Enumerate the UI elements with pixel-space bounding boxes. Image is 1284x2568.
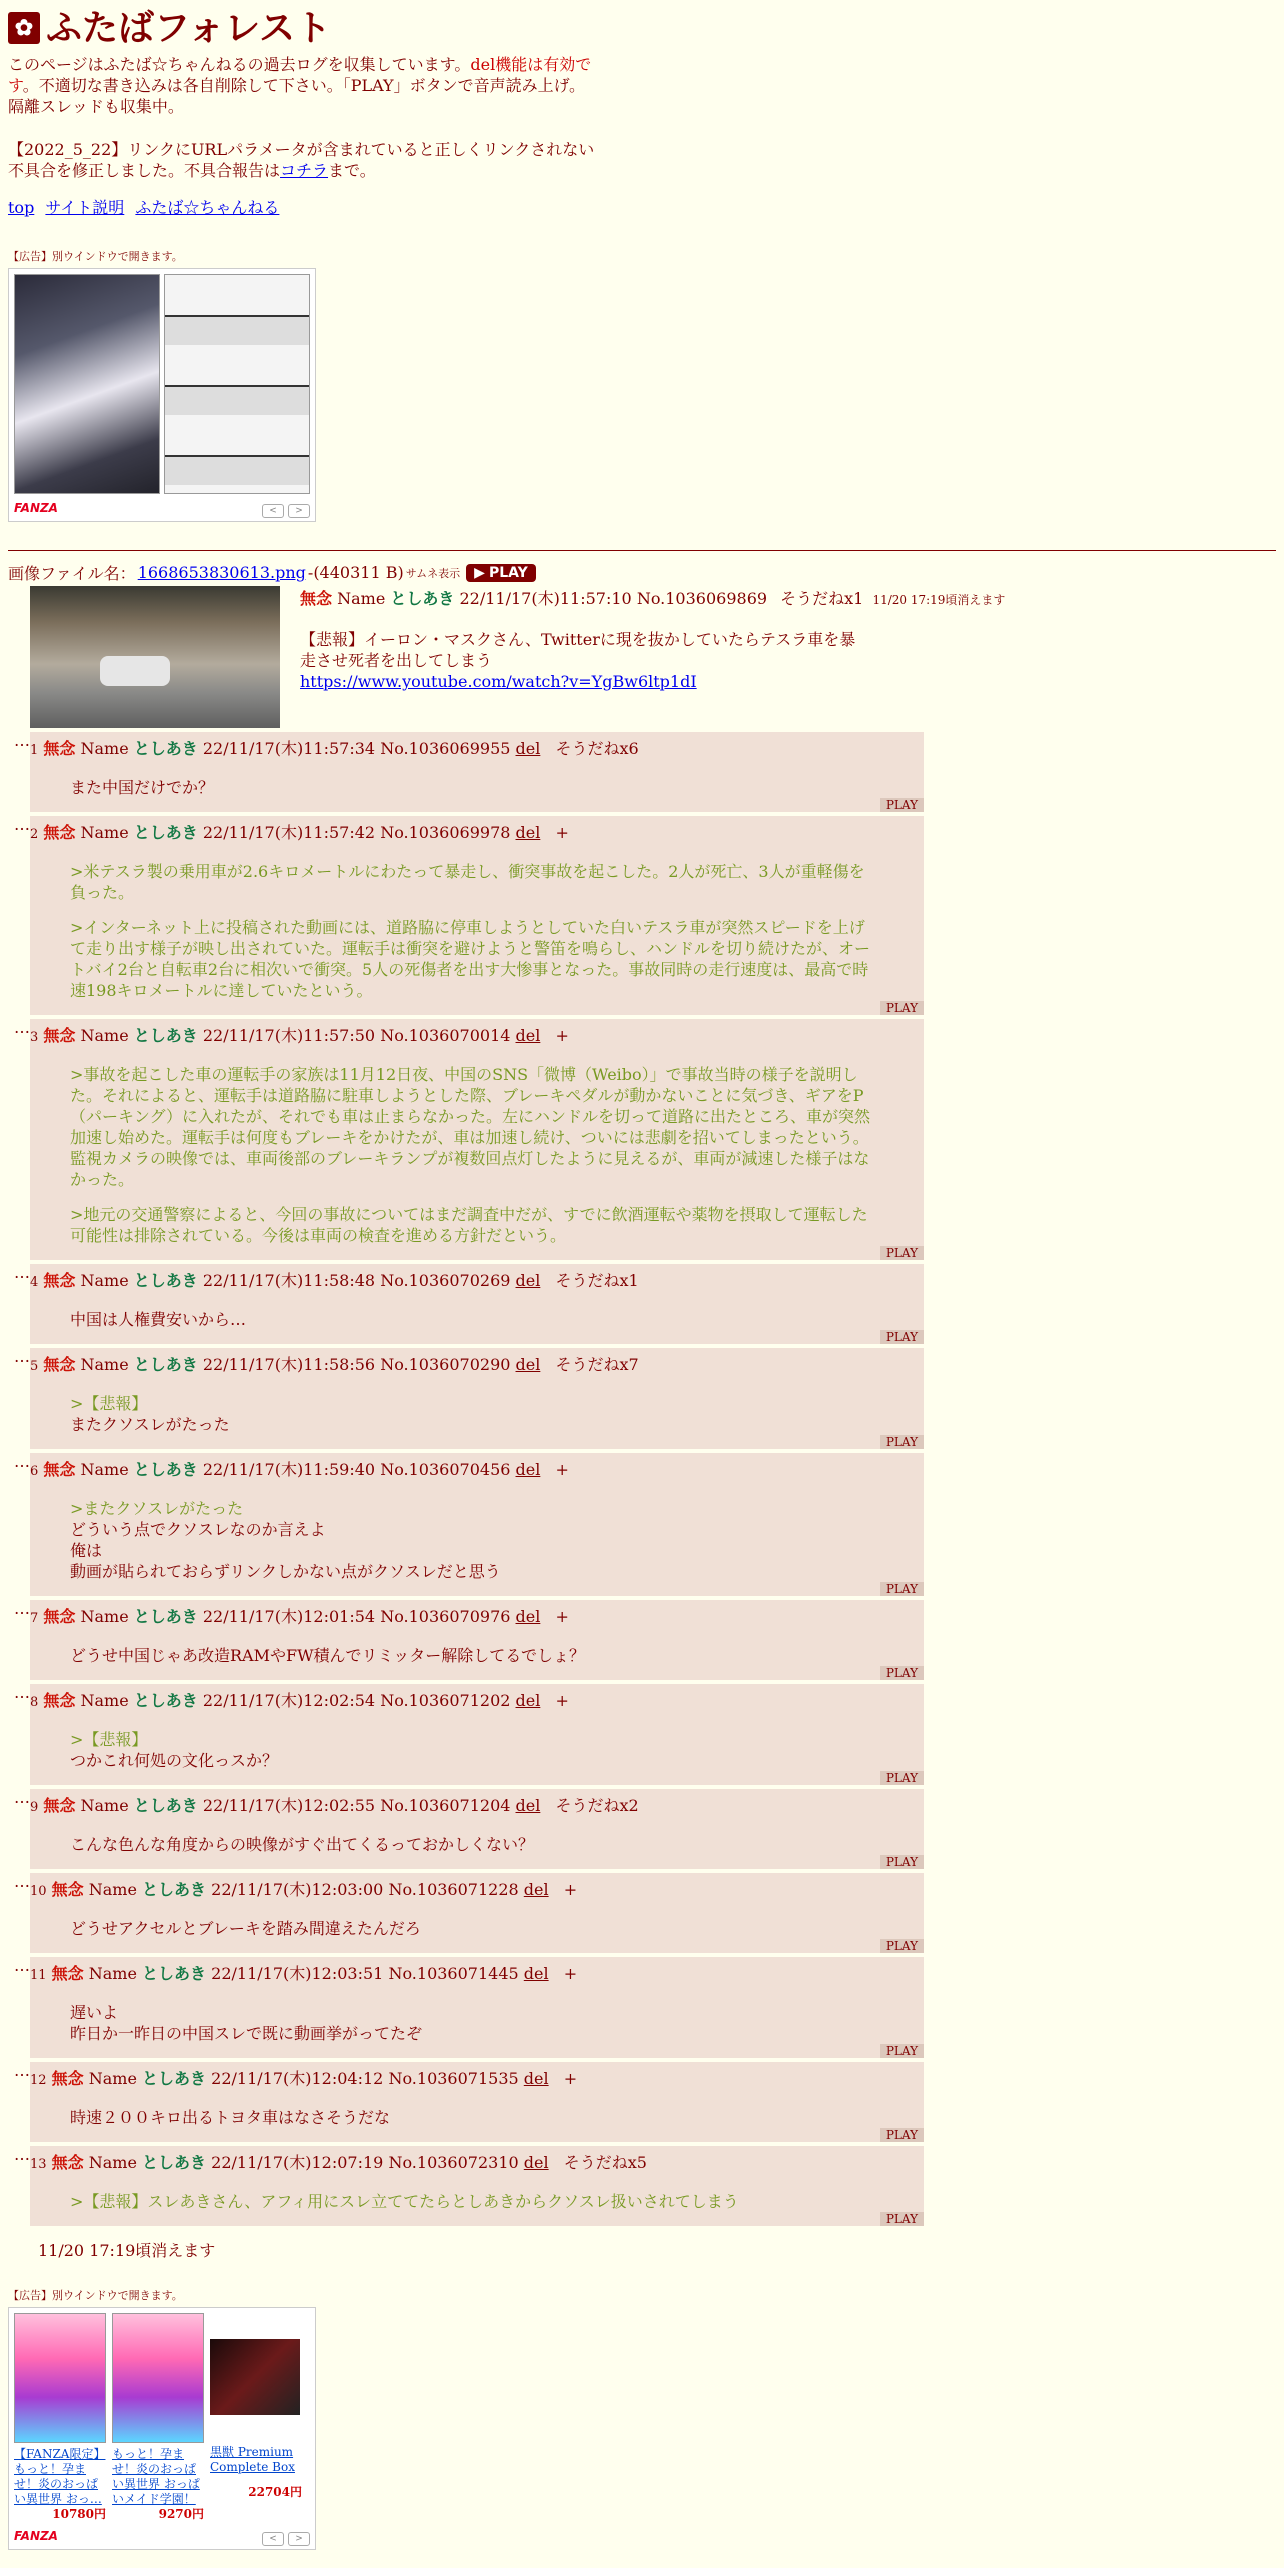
del-link[interactable]: del (515, 1355, 541, 1374)
reply-row (8, 1957, 1276, 2058)
op-subject: 無念 (300, 589, 333, 608)
reply-text (70, 2191, 870, 2212)
reply-subject: 無念 (51, 1964, 84, 1983)
ad-next-button[interactable]: > (288, 504, 310, 518)
reply-play-button[interactable]: PLAY (880, 1330, 924, 1344)
reply-datetime: 22/11/17(木)12:03:51 (211, 1964, 384, 1983)
reply-text (70, 777, 870, 798)
ad2-cover[interactable] (210, 2339, 300, 2415)
op-post (8, 586, 1276, 728)
reply-play-button[interactable]: PLAY (880, 798, 924, 812)
reply-name-label: Name (80, 1460, 129, 1479)
reply-subject: 無念 (43, 823, 76, 842)
reply-header (30, 1604, 924, 1627)
fanza-logo: FANZA (14, 501, 58, 515)
reply-post (30, 1957, 924, 2058)
reply-subject: 無念 (51, 2153, 84, 2172)
reply-name-label: Name (80, 1026, 129, 1045)
ad2-item[interactable] (112, 2313, 204, 2522)
play-triangle-icon: ▶ (474, 564, 485, 581)
reply-index: 8 (30, 1695, 39, 1710)
reply-subject: 無念 (43, 1460, 76, 1479)
reply-name-label: Name (80, 739, 129, 758)
reply-name-label: Name (88, 2069, 137, 2088)
reply-marker: … (14, 1872, 30, 1891)
reply-marker: … (14, 731, 30, 750)
reply-text (70, 1729, 870, 1771)
reply-post (30, 2146, 924, 2226)
reply-play-button[interactable]: PLAY (880, 1001, 924, 1015)
reply-text-line: またクソスレがたった (70, 1415, 230, 1434)
reply-datetime: 22/11/17(木)12:03:00 (211, 1880, 384, 1899)
reply-post (30, 2062, 924, 2142)
reply-datetime: 22/11/17(木)11:57:42 (202, 823, 376, 842)
del-link[interactable]: del (523, 2153, 549, 2172)
ad2-item-price: 9270円 (158, 2507, 204, 2521)
reply-header (30, 1023, 924, 1046)
reply-marker: … (14, 1452, 30, 1471)
reply-number: No.1036070456 (380, 1460, 511, 1479)
ad-image[interactable] (14, 274, 310, 494)
quote-line: >事故を起こした車の運転手の家族は11月12日夜、中国のSNS「微博（Weibo）」で事故当時の様子を説明した。それによると、運転手は道路脇に駐車しようとした際、ブレーキペダルが動かないことに気づき、ギアをP（パーキング）に入れたが、それでも車は止まらなかった。左にハンドルを切って道路に出たところ、車が突然加速し始めた。運転手は何度もブレーキをかけたが、車は加速し続け、ついには悲劇を招いてしまったという。監視カメラの映像では、車両後部のブレーキランプが複数回点灯したように見えるが、車両が減速した様子はなかった。 (70, 1065, 871, 1189)
ad-label: 【広告】別ウインドウで開きます。 (8, 250, 183, 263)
reply-index: 12 (30, 2073, 47, 2088)
reply-marker: … (14, 1018, 30, 1037)
reply-index: 11 (30, 1968, 47, 1983)
reply-text (70, 861, 870, 1001)
reply-subject: 無念 (43, 1796, 76, 1815)
reply-index: 6 (30, 1464, 39, 1479)
site-title-text: ふたばフォレスト (46, 7, 332, 49)
reply-text (70, 2107, 870, 2128)
reply-name: としあき (133, 1691, 198, 1710)
del-link[interactable]: del (515, 1460, 541, 1479)
reply-name-label: Name (88, 2153, 137, 2172)
reply-text-line: 時速２００キロ出るトヨタ車はなさそうだな (70, 2108, 391, 2127)
del-link[interactable]: del (523, 2069, 549, 2088)
del-link[interactable]: del (523, 1964, 549, 1983)
reply-post (30, 1019, 924, 1260)
reply-play-button[interactable]: PLAY (880, 1435, 924, 1449)
reply-post (30, 1873, 924, 1953)
reply-marker: … (14, 1788, 30, 1807)
reply-header (30, 2150, 924, 2173)
reply-row (8, 1019, 1276, 1260)
del-link[interactable]: del (515, 1796, 541, 1815)
reply-text (70, 1918, 870, 1939)
reply-subject: 無念 (43, 1271, 76, 1290)
reply-text-line: 俺は (70, 1541, 103, 1560)
quote-line: >またクソスレがたった (70, 1499, 244, 1518)
quote-line: >【悲報】 (70, 1730, 148, 1749)
reply-datetime: 22/11/17(木)12:07:19 (211, 2153, 384, 2172)
reply-name: としあき (142, 2153, 207, 2172)
reply-number: No.1036070269 (380, 1271, 511, 1290)
sodane-button[interactable]: そうだねx2 (555, 1796, 639, 1815)
reply-name-label: Name (80, 1796, 129, 1815)
reply-name: としあき (133, 1271, 198, 1290)
reply-text-line (70, 903, 870, 917)
reply-number: No.1036071535 (388, 2069, 519, 2088)
reply-text-line (70, 1190, 870, 1204)
ad2-cover[interactable] (14, 2313, 106, 2443)
reply-datetime: 22/11/17(木)12:01:54 (202, 1607, 376, 1626)
del-link[interactable]: del (515, 1026, 541, 1045)
reply-index: 2 (30, 827, 39, 842)
notice-text: 【2022_5_22】リンクにURLパラメータが含まれていると正しくリンクされない不具合を修正しました。不具合報告は (8, 140, 595, 180)
sodane-button[interactable]: + (555, 823, 569, 842)
reply-play-button[interactable]: PLAY (880, 1582, 924, 1596)
reply-name-label: Name (88, 1880, 137, 1899)
reply-header (30, 1352, 924, 1375)
nav-top[interactable]: top (8, 198, 35, 217)
reply-text (70, 1834, 870, 1855)
sodane-button[interactable]: + (563, 2069, 578, 2088)
reply-row (8, 1264, 1276, 1344)
reply-name-label: Name (80, 823, 129, 842)
reply-subject: 無念 (51, 2069, 84, 2088)
quote-line: >【悲報】スレあきさん、アフィ用にスレ立ててたらとしあきからクソスレ扱いされてしまう (70, 2192, 739, 2211)
reply-number: No.1036071445 (388, 1964, 519, 1983)
reply-number: No.1036069978 (380, 823, 511, 842)
intro-text-2: 。不適切な書き込みは各自削除して下さい。「PLAY」ボタンで音声読み上げ。隔離スレッドも収集中。 (8, 76, 585, 116)
reply-text (70, 2002, 870, 2044)
reply-header (30, 736, 924, 759)
op-sodane[interactable]: そうだねx1 (780, 589, 864, 608)
reply-row (8, 1789, 1276, 1869)
reply-text-line: つかこれ何処の文化っスか？ (70, 1751, 279, 1770)
reply-index: 10 (30, 1884, 47, 1899)
ad2-label: 【広告】別ウインドウで開きます。 (8, 2289, 183, 2302)
reply-post (30, 1264, 924, 1344)
reply-header (30, 1688, 924, 1711)
reply-number: No.1036070290 (380, 1355, 511, 1374)
reply-text-line: どういう点でクソスレなのか言えよ (70, 1520, 326, 1539)
sodane-button[interactable]: + (555, 1691, 569, 1710)
reply-marker: … (14, 1263, 30, 1282)
reply-number: No.1036071228 (388, 1880, 519, 1899)
futaba-leaf-icon: ✿ (8, 12, 40, 44)
ad-banner[interactable] (8, 268, 316, 522)
quote-line: >【悲報】 (70, 1394, 148, 1413)
ad2-item-title[interactable]: 【FANZA限定】もっと！孕ませ！炎のおっぱい異世界 おっ… (14, 2447, 106, 2506)
notice-text-end: まで。 (328, 161, 376, 180)
sodane-button[interactable]: そうだねx7 (555, 1355, 639, 1374)
ad2-item-title[interactable]: 黒獣 Premium Complete Box (210, 2445, 295, 2474)
reply-row (8, 1453, 1276, 1596)
reply-play-button[interactable]: PLAY (880, 2128, 924, 2142)
reply-play-button[interactable]: PLAY (880, 1666, 924, 1680)
reply-text (70, 1309, 870, 1330)
reply-subject: 無念 (43, 1607, 76, 1626)
sodane-button[interactable]: + (555, 1607, 569, 1626)
ad2-item-title[interactable]: もっと！孕ませ！炎のおっぱい異世界 おっぱいメイド学園！ (112, 2447, 200, 2506)
reply-subject: 無念 (43, 1355, 76, 1374)
reply-number: No.1036070976 (380, 1607, 511, 1626)
sodane-button[interactable]: + (555, 1460, 569, 1479)
reply-name-label: Name (80, 1607, 129, 1626)
op-youtube-link[interactable]: https://www.youtube.com/watch?v=YgBw6ltp1dI (300, 672, 697, 691)
reply-text-line: どうせアクセルとブレーキを踏み間違えたんだろ (70, 1919, 421, 1938)
reply-index: 3 (30, 1030, 39, 1045)
op-play-button[interactable] (466, 564, 536, 582)
reply-marker: … (14, 1599, 30, 1618)
reply-row (8, 1600, 1276, 1680)
reply-marker: … (14, 1683, 30, 1702)
reply-post (30, 1453, 924, 1596)
notice (8, 139, 608, 181)
reply-name: としあき (133, 1460, 198, 1479)
del-link[interactable]: del (515, 1691, 541, 1710)
site-title (8, 6, 1276, 50)
reply-marker: … (14, 1956, 30, 1975)
reply-index: 7 (30, 1611, 39, 1626)
del-link[interactable]: del (515, 1271, 541, 1290)
reply-subject: 無念 (43, 1691, 76, 1710)
file-size: -(440311 B) (307, 563, 404, 582)
reply-datetime: 22/11/17(木)12:02:55 (202, 1796, 376, 1815)
del-link[interactable]: del (515, 739, 541, 758)
op-name-label: Name (337, 589, 386, 608)
reply-row (8, 2146, 1276, 2226)
reply-text-line: こんな色んな角度からの映像がすぐ出てくるっておかしくない？ (70, 1835, 535, 1854)
reply-marker: … (14, 1347, 30, 1366)
reply-datetime: 22/11/17(木)12:04:12 (211, 2069, 384, 2088)
ad2-item[interactable] (14, 2313, 106, 2522)
reply-header (30, 2066, 924, 2089)
reply-row (8, 732, 1276, 812)
quote-line: >地元の交通警察によると、今回の事故についてはまだ調査中だが、すでに飲酒運転や薬物を摂取して運転した可能性は排除されている。今後は車両の検査を進める方針だという。 (70, 1205, 868, 1245)
reply-row (8, 1873, 1276, 1953)
reply-post (30, 1789, 924, 1869)
reply-row (8, 1684, 1276, 1785)
op-text-line: 走させ死者を出してしまう (300, 651, 493, 670)
reply-text-line: 遅いよ (70, 2003, 119, 2022)
op-number: No.1036069869 (636, 589, 768, 608)
del-link[interactable]: del (515, 823, 541, 842)
reply-name: としあき (133, 1026, 198, 1045)
sodane-button[interactable]: そうだねx6 (555, 739, 639, 758)
reply-datetime: 22/11/17(木)11:58:48 (202, 1271, 376, 1290)
op-name: としあき (390, 589, 455, 608)
reply-name: としあき (133, 1796, 198, 1815)
reply-post (30, 1348, 924, 1449)
reply-header (30, 1877, 924, 1900)
ad2-banner (8, 2307, 316, 2550)
op-datetime: 22/11/17(木)11:57:10 (459, 589, 632, 608)
op-file-line (8, 561, 1276, 584)
op-header (300, 586, 1005, 609)
reply-row (8, 1348, 1276, 1449)
reply-post (30, 1600, 924, 1680)
reply-text-line: また中国だけでか？ (70, 778, 215, 797)
ad2-prev-button[interactable]: < (262, 2532, 284, 2546)
sodane-button[interactable]: + (563, 1964, 578, 1983)
reply-header (30, 1793, 924, 1816)
reply-marker: … (14, 2145, 30, 2164)
ad2-item-price: 10780円 (52, 2507, 106, 2521)
reply-name-label: Name (80, 1271, 129, 1290)
op-expire: 11/20 17:19頃消えます (872, 593, 1006, 607)
ad-prev-button[interactable]: < (262, 504, 284, 518)
reply-number: No.1036070014 (380, 1026, 511, 1045)
reply-datetime: 22/11/17(木)12:02:54 (202, 1691, 376, 1710)
reply-number: No.1036071204 (380, 1796, 511, 1815)
sodane-button[interactable]: そうだねx1 (555, 1271, 639, 1290)
report-link[interactable]: コチラ (280, 161, 329, 180)
footer-expire: 11/20 17:19頃消えます (38, 2241, 216, 2260)
op-play-label: PLAY (488, 564, 528, 581)
reply-play-button[interactable]: PLAY (880, 1939, 924, 1953)
reply-name: としあき (133, 823, 198, 842)
ad2-cover[interactable] (112, 2313, 204, 2443)
reply-name: としあき (142, 2069, 207, 2088)
reply-post (30, 1684, 924, 1785)
reply-name-label: Name (80, 1355, 129, 1374)
reply-text (70, 1393, 870, 1435)
file-label: 画像ファイル名： (8, 564, 136, 583)
reply-index: 9 (30, 1800, 39, 1815)
reply-datetime: 22/11/17(木)11:58:56 (202, 1355, 376, 1374)
op-text (300, 629, 1005, 692)
reply-header (30, 1961, 924, 1984)
reply-datetime: 22/11/17(木)11:57:34 (202, 739, 376, 758)
reply-datetime: 22/11/17(木)11:57:50 (202, 1026, 376, 1045)
nav-about[interactable]: サイト説明 (45, 198, 125, 217)
reply-post (30, 732, 924, 812)
reply-play-button[interactable]: PLAY (880, 2044, 924, 2058)
reply-name: としあき (133, 739, 198, 758)
reply-index: 13 (30, 2157, 47, 2172)
reply-index: 4 (30, 1275, 39, 1290)
quote-line: >インターネット上に投稿された動画には、道路脇に停車しようとしていた白いテスラ車が突然スピードを上げて走り出す様子が映し出されていた。運転手は衝突を避けようと警笛を鳴らし、ハンドルを切り続けたが、オートバイ2台と自転車2台に相次いで衝突。5人の死傷者を出す大惨事となった。事故同時の走行速度は、最高で時速198キロメートルに達していたという。 (70, 918, 871, 1000)
site-intro (8, 54, 598, 117)
reply-post (30, 816, 924, 1015)
op-file-link[interactable]: 1668653830613.png (137, 563, 306, 582)
fanza-logo: FANZA (14, 2529, 58, 2543)
thumb-label: サムネ表示 (405, 566, 461, 580)
ad2-next-button[interactable]: > (288, 2532, 310, 2546)
reply-datetime: 22/11/17(木)11:59:40 (202, 1460, 376, 1479)
reply-row (8, 816, 1276, 1015)
reply-text (70, 1064, 870, 1246)
ad2-item[interactable] (210, 2313, 302, 2522)
quote-line: >米テスラ製の乗用車が2.6キロメートルにわたって暴走し、衝突事故を起こした。2人が死亡、3人が重軽傷を負った。 (70, 862, 865, 902)
reply-subject: 無念 (43, 1026, 76, 1045)
reply-header (30, 1457, 924, 1480)
reply-name: としあき (142, 1964, 207, 1983)
reply-text-line: 動画が貼られておらずリンクしかない点がクソスレだと思う (70, 1562, 501, 1581)
reply-index: 5 (30, 1359, 39, 1374)
reply-index: 1 (30, 743, 39, 758)
op-thumbnail[interactable] (30, 586, 280, 728)
reply-text (70, 1498, 870, 1582)
reply-play-button[interactable]: PLAY (880, 1771, 924, 1785)
sodane-button[interactable]: + (555, 1026, 569, 1045)
divider (8, 550, 1276, 551)
reply-play-button[interactable]: PLAY (880, 1246, 924, 1260)
reply-text-line: 中国は人権費安いから… (70, 1310, 247, 1329)
reply-marker: … (14, 815, 30, 834)
del-link[interactable]: del (515, 1607, 541, 1626)
reply-text (70, 1645, 870, 1666)
sodane-button[interactable]: そうだねx5 (563, 2153, 647, 2172)
reply-row (8, 2062, 1276, 2142)
reply-header (30, 820, 924, 843)
nav-links (8, 195, 1276, 218)
reply-number: No.1036072310 (388, 2153, 519, 2172)
reply-subject: 無念 (43, 739, 76, 758)
intro-del-text: del機能は有効です (8, 55, 592, 95)
reply-subject: 無念 (51, 1880, 84, 1899)
reply-name: としあき (133, 1607, 198, 1626)
reply-play-button[interactable]: PLAY (880, 2212, 924, 2226)
reply-text-line: どうせ中国じゃあ改造RAMやFW積んでリミッター解除してるでしょ？ (70, 1646, 586, 1665)
reply-name: としあき (133, 1355, 198, 1374)
reply-marker: … (14, 2061, 30, 2080)
reply-text-line: 昨日か一昨日の中国スレで既に動画挙がってたぞ (70, 2024, 423, 2043)
reply-number: No.1036071202 (380, 1691, 511, 1710)
nav-futaba[interactable]: ふたば☆ちゃんねる (135, 198, 280, 217)
reply-name-label: Name (80, 1691, 129, 1710)
intro-text: このページはふたば☆ちゃんねるの過去ログを収集しています。 (8, 55, 471, 74)
reply-name-label: Name (88, 1964, 137, 1983)
ad2-item-price: 22704円 (248, 2485, 302, 2499)
op-text-line: 【悲報】イーロン・マスクさん、Twitterに現を抜かしていたらテスラ車を暴 (300, 630, 856, 649)
reply-name: としあき (142, 1880, 207, 1899)
sodane-button[interactable]: + (563, 1880, 578, 1899)
reply-number: No.1036069955 (380, 739, 511, 758)
reply-list (8, 732, 1276, 2226)
reply-header (30, 1268, 924, 1291)
reply-play-button[interactable]: PLAY (880, 1855, 924, 1869)
del-link[interactable]: del (523, 1880, 549, 1899)
